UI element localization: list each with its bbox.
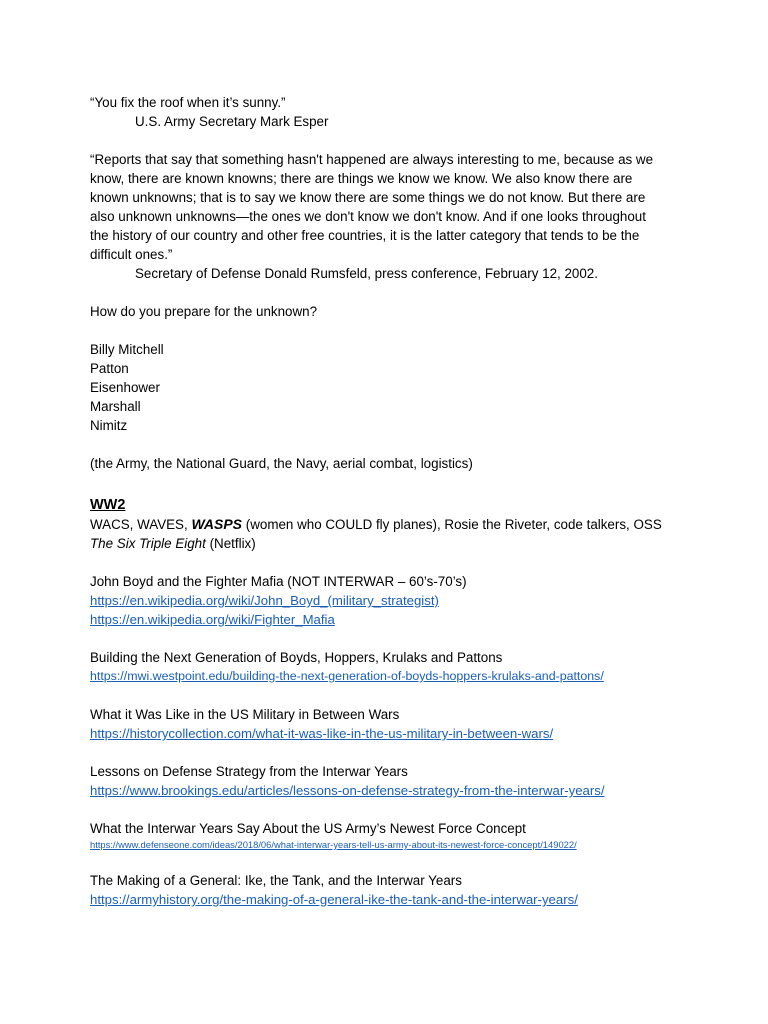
reference-title: The Making of a General: Ike, the Tank, and the Interwar Years <box>90 873 462 888</box>
esper-quote: “You fix the roof when it’s sunny.” <box>90 95 286 110</box>
fighter-mafia-wiki-link[interactable]: https://en.wikipedia.org/wiki/Fighter_Mafia <box>90 612 335 627</box>
ww2-line-2 <box>90 534 690 553</box>
name-item: Patton <box>90 361 129 376</box>
rumsfeld-quote-line: know, there are known knowns; there are things we know we know. We also know there are <box>90 171 633 186</box>
reference-title: Lessons on Defense Strategy from the Interwar Years <box>90 764 408 779</box>
document-page <box>90 93 690 909</box>
wasps-text: WASPS <box>191 516 243 532</box>
reference-title: Building the Next Generation of Boyds, Hoppers, Krulaks and Pattons <box>90 650 503 665</box>
ww2-line-2-suffix: (Netflix) <box>205 536 256 551</box>
ww2-line-1 <box>90 515 690 534</box>
reference-link[interactable]: https://armyhistory.org/the-making-of-a-general-ike-the-tank-and-the-interwar-years/ <box>90 892 578 907</box>
boyd-wiki-link[interactable]: https://en.wikipedia.org/wiki/John_Boyd_(military_strategist) <box>90 593 439 608</box>
name-item: Billy Mitchell <box>90 342 164 357</box>
ww2-heading: WW2 <box>90 497 126 513</box>
rumsfeld-quote-line: known unknowns; that is to say we know there are some things we do not know. But there are <box>90 190 646 205</box>
rumsfeld-quote <box>90 150 690 264</box>
rumsfeld-quote-line: also unknown unknowns—the ones we don't know we don't know. And if one looks throughout <box>90 209 646 224</box>
reference-title: What it Was Like in the US Military in Between Wars <box>90 707 400 722</box>
six-triple-eight-title: The Six Triple Eight <box>90 536 206 551</box>
parenthetical-note: (the Army, the National Guard, the Navy, aerial combat, logistics) <box>90 456 473 471</box>
rumsfeld-quote-line: difficult ones.” <box>90 247 173 262</box>
reference-link[interactable]: https://www.brookings.edu/articles/lessons-on-defense-strategy-from-the-interwar-years/ <box>90 783 605 798</box>
name-item: Eisenhower <box>90 380 160 395</box>
esper-attribution: U.S. Army Secretary Mark Esper <box>135 114 329 129</box>
name-item: Marshall <box>90 399 141 414</box>
ww2-line-1-suffix: (women who COULD fly planes), Rosie the Riveter, code talkers, OSS <box>242 517 662 532</box>
rumsfeld-attribution: Secretary of Defense Donald Rumsfeld, press conference, February 12, 2002. <box>135 266 598 281</box>
names-list <box>90 340 690 435</box>
ww2-line-1-prefix: WACS, WAVES, <box>90 517 192 532</box>
reference-link[interactable]: https://historycollection.com/what-it-was-like-in-the-us-military-in-between-wars/ <box>90 726 554 741</box>
question: How do you prepare for the unknown? <box>90 304 318 319</box>
reference-link[interactable]: https://www.defenseone.com/ideas/2018/06/what-interwar-years-tell-us-army-about-its-newest-force-concept/149022/ <box>90 839 577 850</box>
name-item: Nimitz <box>90 418 128 433</box>
reference-title: What the Interwar Years Say About the US Army’s Newest Force Concept <box>90 821 526 836</box>
rumsfeld-quote-line: “Reports that say that something hasn't happened are always interesting to me, because as we <box>90 152 654 167</box>
reference-link[interactable]: https://mwi.westpoint.edu/building-the-next-generation-of-boyds-hoppers-krulaks-and-pattons/ <box>90 669 604 683</box>
boyd-title: John Boyd and the Fighter Mafia (NOT INTERWAR – 60’s-70’s) <box>90 574 467 589</box>
rumsfeld-quote-line: the history of our country and other free countries, it is the latter category that tends to be the <box>90 228 640 243</box>
